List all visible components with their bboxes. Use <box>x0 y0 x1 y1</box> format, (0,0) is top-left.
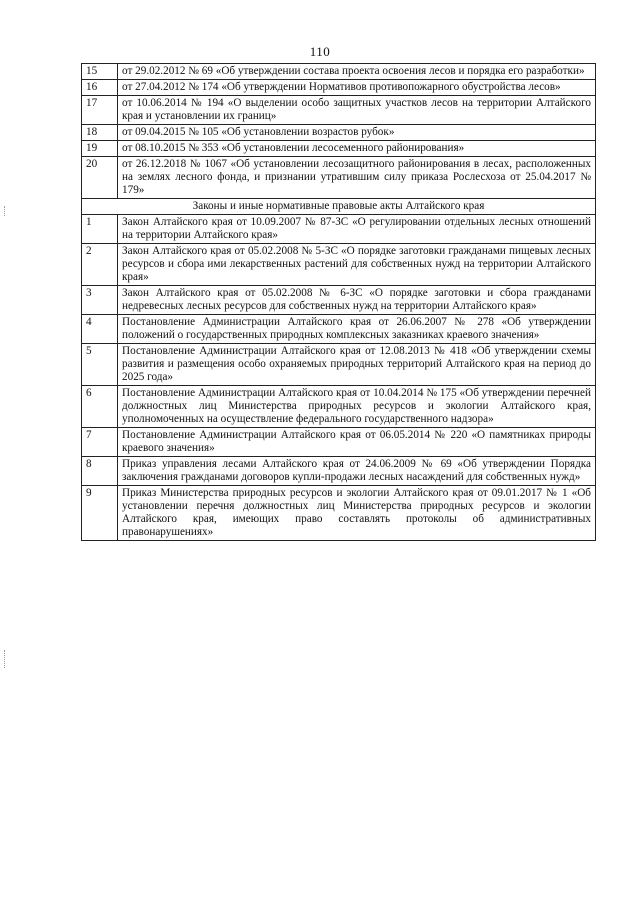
row-number: 7 <box>82 428 118 457</box>
row-number: 2 <box>82 244 118 286</box>
table-row <box>82 386 596 428</box>
table-row <box>82 125 596 141</box>
row-number: 18 <box>82 125 118 141</box>
row-text: от 29.02.2012 № 69 «Об утверждении состава проекта освоения лесов и порядка его разработки» <box>118 64 596 80</box>
table-body-federal <box>82 64 596 199</box>
row-number: 19 <box>82 141 118 157</box>
margin-mark <box>4 650 6 668</box>
row-number: 1 <box>82 215 118 244</box>
row-number: 17 <box>82 96 118 125</box>
row-text: от 10.06.2014 № 194 «О выделении особо защитных участков лесов на территории Алтайского края и установлении их границ» <box>118 96 596 125</box>
row-number: 6 <box>82 386 118 428</box>
row-number: 15 <box>82 64 118 80</box>
row-number: 20 <box>82 157 118 199</box>
legal-acts-table <box>81 63 596 541</box>
row-number: 4 <box>82 315 118 344</box>
table-row <box>82 80 596 96</box>
table-row <box>82 486 596 541</box>
section-title: Законы и иные нормативные правовые акты Алтайского края <box>82 199 596 215</box>
row-number: 8 <box>82 457 118 486</box>
table-row <box>82 244 596 286</box>
table-row <box>82 157 596 199</box>
table-row <box>82 141 596 157</box>
row-text: Приказ Министерства природных ресурсов и экологии Алтайского края от 09.01.2017 № 1 «Об установлении перечня должностных лиц Министерства природных ресурсов и экологии Алтайского края, имеющих право составлять протоколы об административных правонарушениях» <box>118 486 596 541</box>
table-row <box>82 344 596 386</box>
row-number: 9 <box>82 486 118 541</box>
row-text: Постановление Администрации Алтайского края от 12.08.2013 № 418 «Об утверждении схемы развития и размещения особо охраняемых природных территорий Алтайского края на период до 2025 года» <box>118 344 596 386</box>
row-text: Приказ управления лесами Алтайского края от 24.06.2009 № 69 «Об утверждении Порядка заключения гражданами договоров купли-продажи лесных насаждений для собственных нужд» <box>118 457 596 486</box>
row-text: Закон Алтайского края от 05.02.2008 № 6-ЗС «О порядке заготовки и сбора гражданами недревесных лесных ресурсов для собственных нужд на территории Алтайского края» <box>118 286 596 315</box>
row-text: Закон Алтайского края от 10.09.2007 № 87-ЗС «О регулировании отдельных лесных отношений на территории Алтайского края» <box>118 215 596 244</box>
row-text: от 26.12.2018 № 1067 «Об установлении лесозащитного районирования в лесах, расположенных на землях лесного фонда, и признании утратившим силу приказа Рослесхоза от 25.04.2017 № 179» <box>118 157 596 199</box>
table-row <box>82 428 596 457</box>
section-row <box>82 199 596 215</box>
row-text: Постановление Администрации Алтайского края от 06.05.2014 № 220 «О памятниках природы краевого значения» <box>118 428 596 457</box>
row-text: от 08.10.2015 № 353 «Об установлении лесосеменного районирования» <box>118 141 596 157</box>
table-row <box>82 315 596 344</box>
row-text: от 09.04.2015 № 105 «Об установлении возрастов рубок» <box>118 125 596 141</box>
row-text: от 27.04.2012 № 174 «Об утверждении Нормативов противопожарного обустройства лесов» <box>118 80 596 96</box>
row-text: Постановление Администрации Алтайского края от 26.06.2007 № 278 «Об утверждении положений о государственных природных комплексных заказниках краевого значения» <box>118 315 596 344</box>
row-text: Постановление Администрации Алтайского края от 10.04.2014 № 175 «Об утверждении перечней должностных лиц Министерства природных ресурсов и экологии Алтайского края, уполномоченных на осуществление федерального государственного надзора» <box>118 386 596 428</box>
margin-mark <box>4 206 6 216</box>
table-row <box>82 215 596 244</box>
page-number: 110 <box>309 44 331 59</box>
row-number: 5 <box>82 344 118 386</box>
table-row <box>82 96 596 125</box>
table-body-regional <box>82 215 596 541</box>
table-row <box>82 286 596 315</box>
row-number: 16 <box>82 80 118 96</box>
row-text: Закон Алтайского края от 05.02.2008 № 5-ЗС «О порядке заготовки гражданами пищевых лесных ресурсов и сбора ими лекарственных растений для собственных нужд на территории Алтайского края» <box>118 244 596 286</box>
row-number: 3 <box>82 286 118 315</box>
table-row <box>82 64 596 80</box>
table-row <box>82 457 596 486</box>
table-section <box>82 199 596 215</box>
